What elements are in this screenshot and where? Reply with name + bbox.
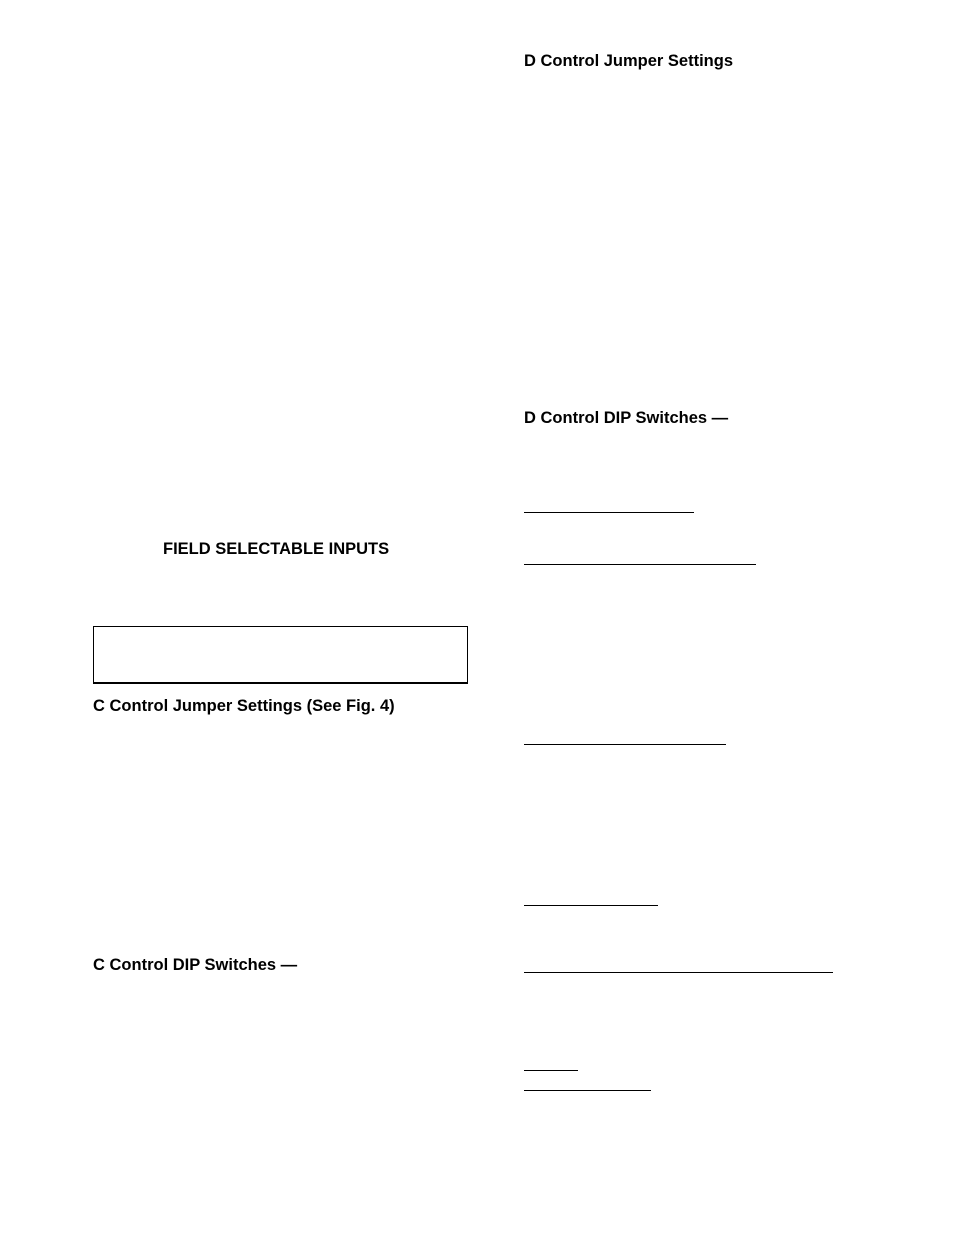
d-control-dip-switches-heading: D Control DIP Switches — <box>524 409 729 427</box>
c-control-jumper-settings-heading: C Control Jumper Settings (See Fig. 4) <box>93 697 395 715</box>
underline-rule <box>524 564 756 565</box>
d-control-jumper-settings-heading: D Control Jumper Settings <box>524 52 734 70</box>
underline-rule <box>524 512 694 513</box>
underline-rule <box>524 972 833 973</box>
caution-box <box>93 626 468 684</box>
field-selectable-inputs-heading: FIELD SELECTABLE INPUTS <box>163 540 390 558</box>
underline-rule <box>524 1090 651 1091</box>
underline-rule <box>524 744 726 745</box>
underline-rule <box>524 1070 578 1071</box>
c-control-dip-switches-heading: C Control DIP Switches — <box>93 956 298 974</box>
underline-rule <box>524 905 658 906</box>
